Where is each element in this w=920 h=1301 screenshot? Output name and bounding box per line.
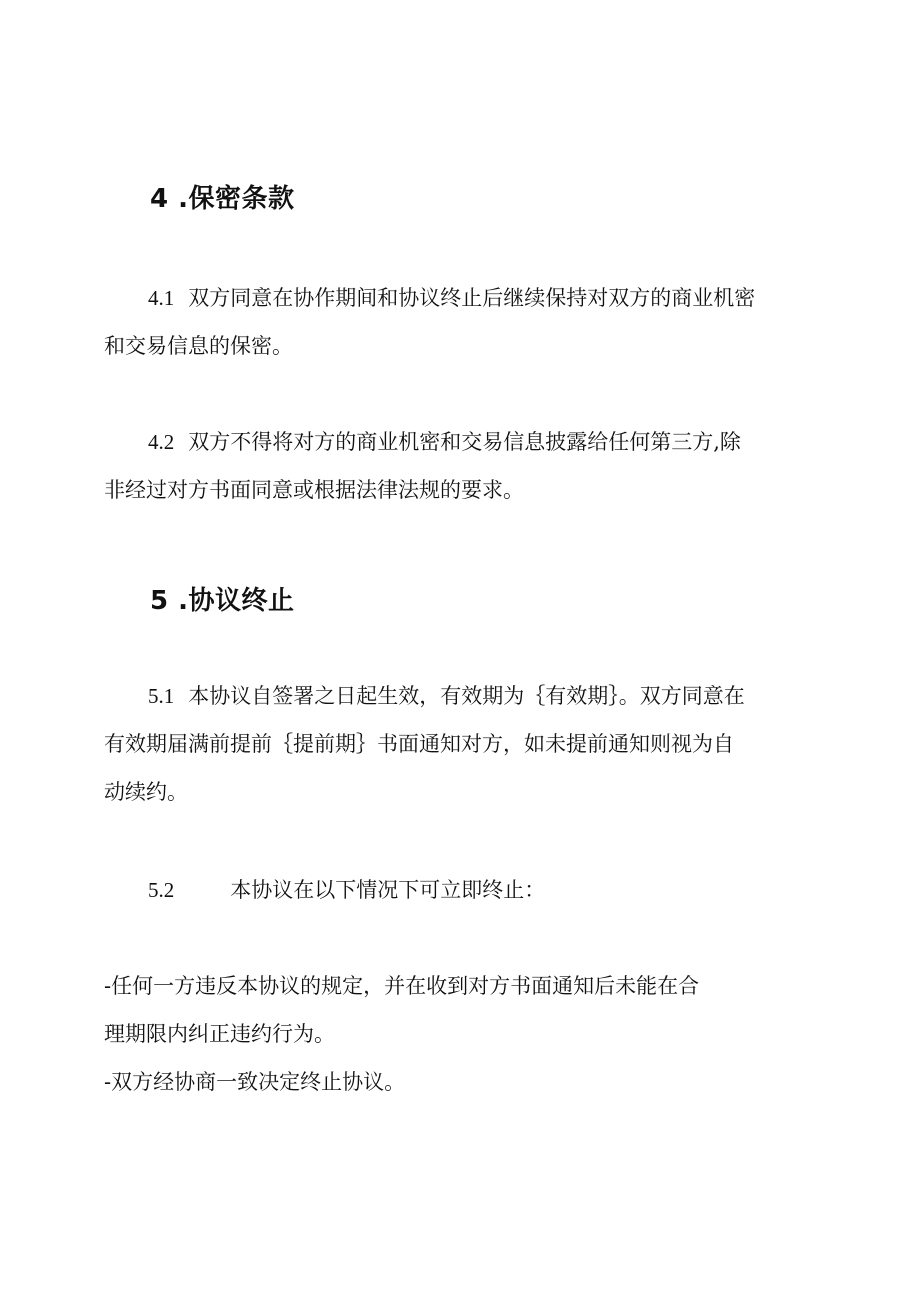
clause-text: 本协议在以下情况下可立即终止： (230, 878, 546, 902)
list-line: 理期限内纠正违约行为。 (104, 1022, 335, 1046)
clause-number: 5.2 (148, 878, 175, 902)
clause-text: 双方同意在协作期间和协议终止后继续保持对双方的商业机密 (188, 286, 756, 310)
clause-4-2 (104, 418, 820, 514)
list-item-mutual (104, 1058, 820, 1106)
clause-line (104, 672, 820, 720)
clause-5-2 (104, 866, 820, 914)
list-item-breach (104, 962, 820, 1058)
section-heading-4: 4 .保密条款 (150, 184, 295, 214)
list-line: -任何一方违反本协议的规定，并在收到对方书面通知后未能在合 (104, 974, 700, 998)
clause-number: 4.1 (148, 286, 175, 310)
clause-line: 有效期届满前提前｛提前期｝书面通知对方，如未提前通知则视为自 (104, 732, 734, 756)
clause-line (104, 418, 820, 466)
clause-line: 和交易信息的保密。 (104, 334, 293, 358)
list-line: -双方经协商一致决定终止协议。 (104, 1070, 406, 1094)
clause-line (104, 866, 820, 914)
section-heading-5: 5 .协议终止 (150, 586, 295, 616)
clause-number: 4.2 (148, 430, 175, 454)
clause-5-1 (104, 672, 820, 816)
clause-number: 5.1 (148, 684, 175, 708)
clause-4-1 (104, 274, 820, 370)
clause-line (104, 274, 820, 322)
clause-text: 本协议自签署之日起生效，有效期为｛有效期｝。双方同意在 (188, 684, 745, 708)
clause-line: 非经过对方书面同意或根据法律法规的要求。 (104, 478, 524, 502)
clause-text: 双方不得将对方的商业机密和交易信息披露给任何第三方,除 (188, 430, 741, 454)
clause-line: 动续约。 (104, 780, 188, 804)
